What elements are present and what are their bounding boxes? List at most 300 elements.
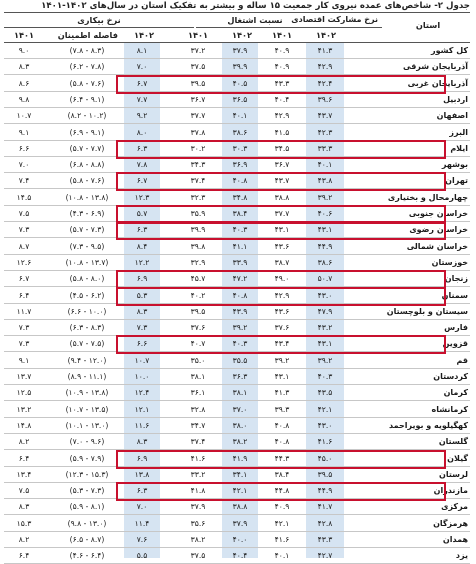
cell-unemployment-1401: ۷.۳: [18, 339, 30, 349]
cell-province: کهگیلویه و بویراحمد: [388, 420, 468, 430]
cell-participation-1401: ۴۱.۶: [274, 535, 290, 544]
cell-unemployment-1401: ۱۴.۵: [16, 192, 32, 202]
cell-participation-1401: ۳۸.۷: [274, 257, 290, 267]
cell-confidence-interval: (۶.۸ - ۸.۸): [69, 160, 105, 170]
cell-unemployment-1401: ۱۴.۸: [16, 420, 32, 430]
cell-unemployment-1402: ۱۱.۴: [134, 518, 150, 528]
cell-unemployment-1401: ۱۱.۷: [16, 306, 32, 316]
row-divider: [4, 270, 470, 271]
cell-employment-1402: ۳۶.۹: [232, 160, 248, 170]
cell-unemployment-1401: ۸.۶: [18, 78, 30, 88]
cell-employment-1401: ۳۷.۹: [190, 502, 206, 512]
cell-province: خراسان رضوی: [409, 225, 468, 235]
cell-participation-1401: ۴۰.۸: [274, 420, 290, 430]
cell-participation-1402: ۴۱.۶: [317, 437, 333, 447]
cell-province: قم: [456, 355, 468, 365]
cell-province: لرستان: [439, 469, 468, 479]
cell-employment-1402: ۳۴.۸: [232, 192, 248, 202]
header-top-rule: [4, 12, 470, 13]
cell-unemployment-1401: ۷.۵: [18, 486, 30, 496]
cell-participation-1401: ۴۳.۱: [274, 372, 290, 381]
cell-employment-1402: ۴۰.۴: [232, 551, 248, 561]
cell-participation-1401: ۴۹.۰: [274, 274, 290, 284]
row-divider: [4, 400, 470, 401]
cell-confidence-interval: (۱۰.۷ - ۱۳.۵): [65, 404, 109, 414]
row-divider: [4, 433, 470, 434]
cell-participation-1401: ۴۰.۹: [274, 46, 290, 55]
cell-employment-1401: ۳۹.۵: [190, 78, 206, 88]
cell-employment-1401: ۳۷.۵: [190, 551, 206, 561]
cell-employment-1401: ۳۲.۸: [190, 404, 206, 414]
cell-employment-1402: ۳۳.۹: [232, 257, 248, 267]
cell-employment-1402: ۳۷.۹: [232, 518, 248, 528]
row-divider: [4, 140, 470, 141]
cell-participation-1401: ۴۴.۸: [274, 486, 290, 496]
cell-confidence-interval: (۶.۵ - ۸.۷): [69, 535, 105, 544]
cell-participation-1401: ۴۰.۹: [274, 62, 290, 72]
cell-unemployment-1401: ۹.۱: [18, 355, 30, 365]
cell-unemployment-1401: ۶.۷: [18, 274, 30, 284]
cell-employment-1401: ۳۶.۷: [190, 94, 206, 104]
cell-confidence-interval: (۵.۸ - ۷.۶): [69, 78, 105, 88]
cell-employment-1401: ۳۹.۵: [190, 306, 206, 316]
row-divider: [4, 156, 470, 157]
cell-unemployment-1402: ۱۲.۱: [134, 404, 150, 414]
row-divider: [4, 466, 470, 467]
cell-unemployment-1402: ۷.۰: [136, 502, 148, 512]
cell-province: همدان: [442, 535, 468, 544]
cell-unemployment-1402: ۱۲.۲: [134, 257, 150, 267]
cell-participation-1401: ۴۱.۳: [274, 388, 290, 398]
cell-unemployment-1402: ۸.۰: [136, 127, 148, 137]
cell-unemployment-1401: ۷.۵: [18, 209, 30, 218]
cell-employment-1402: ۳۸.۰: [232, 420, 248, 430]
cell-province: خراسان جنوبی: [408, 209, 468, 218]
cell-unemployment-1402: ۷.۷: [136, 94, 148, 104]
cell-province: آذربایجان شرقی: [402, 62, 468, 72]
cell-confidence-interval: (۴.۵ - ۶.۲): [69, 290, 105, 300]
cell-employment-1401: ۳۷.۴: [190, 437, 206, 447]
row-divider: [4, 351, 470, 352]
cell-employment-1401: ۳۲.۹: [190, 257, 206, 267]
cell-employment-1402: ۳۰.۳: [232, 143, 248, 153]
cell-unemployment-1401: ۹.۸: [18, 94, 30, 104]
cell-employment-1401: ۳۸.۱: [190, 372, 206, 381]
cell-province: تهران: [445, 176, 468, 186]
cell-unemployment-1402: ۷.۸: [136, 160, 148, 170]
header-employment-1401: ۱۴۰۱: [188, 30, 208, 40]
cell-confidence-interval: (۶.۳ - ۸.۳): [69, 323, 105, 333]
row-divider: [4, 107, 470, 108]
cell-participation-1401: ۴۲.۹: [274, 290, 290, 300]
cell-employment-1402: ۴۰.۸: [232, 290, 248, 300]
cell-employment-1401: ۳۰.۲: [190, 143, 206, 153]
header-employment-1402: ۱۴۰۲: [232, 30, 252, 40]
cell-unemployment-1401: ۸.۲: [18, 535, 30, 544]
header-participation-1402: ۱۴۰۲: [316, 30, 336, 40]
cell-participation-1402: ۳۳.۳: [317, 143, 333, 153]
cell-employment-1401: ۳۴.۳: [190, 160, 206, 170]
cell-province: یزد: [455, 551, 468, 561]
cell-unemployment-1402: ۷.۶: [136, 535, 148, 544]
cell-participation-1401: ۳۴.۵: [274, 143, 290, 153]
cell-employment-1402: ۳۶.۵: [232, 94, 248, 104]
cell-participation-1401: ۳۸.۸: [274, 192, 290, 202]
cell-unemployment-1402: ۸.۱: [136, 46, 148, 55]
cell-unemployment-1401: ۸.۳: [18, 502, 30, 512]
cell-unemployment-1401: ۹.۱: [18, 127, 30, 137]
cell-unemployment-1402: ۸.۴: [136, 241, 148, 251]
cell-employment-1401: ۳۷.۵: [190, 62, 206, 72]
cell-participation-1402: ۴۵.۰: [317, 453, 333, 463]
cell-participation-1401: ۴۳.۷: [274, 176, 290, 186]
row-divider: [4, 221, 470, 222]
cell-unemployment-1401: ۱۲.۶: [16, 257, 32, 267]
cell-participation-1402: ۴۱.۳: [317, 46, 333, 55]
cell-province: کل کشور: [431, 46, 468, 55]
cell-province: هرمزگان: [433, 518, 468, 528]
cell-participation-1402: ۴۴.۹: [317, 241, 333, 251]
cell-unemployment-1402: ۶.۹: [136, 453, 148, 463]
cell-employment-1402: ۳۸.۸: [232, 502, 248, 512]
cell-participation-1402: ۴۰.۱: [317, 160, 333, 170]
cell-unemployment-1401: ۱۲.۵: [16, 388, 32, 398]
cell-employment-1402: ۳۸.۱: [232, 388, 248, 398]
row-divider: [4, 547, 470, 548]
cell-confidence-interval: (۶.۲ - ۷.۸): [69, 62, 105, 72]
row-divider: [4, 188, 470, 189]
cell-participation-1402: ۵۰.۷: [317, 274, 333, 284]
cell-participation-1401: ۴۳.۱: [274, 225, 290, 235]
cell-province: خوزستان: [431, 257, 468, 267]
cell-participation-1402: ۳۹.۲: [317, 192, 333, 202]
cell-unemployment-1401: ۹.۰: [18, 46, 30, 55]
cell-province: آذربایجان غربی: [407, 78, 468, 88]
cell-participation-1401: ۴۳.۳: [274, 78, 290, 88]
cell-unemployment-1402: ۶.۷: [136, 176, 148, 186]
cell-unemployment-1401: ۱۳.۲: [16, 404, 32, 414]
cell-province: مرکزی: [441, 502, 468, 512]
cell-unemployment-1402: ۸.۳: [136, 437, 148, 447]
cell-employment-1402: ۳۶.۳: [232, 372, 248, 381]
cell-confidence-interval: (۵.۸ - ۸.۰): [69, 274, 105, 284]
cell-unemployment-1401: ۷.۴: [18, 176, 30, 186]
cell-participation-1402: ۴۴.۹: [317, 486, 333, 496]
cell-employment-1402: ۴۱.۹: [232, 453, 248, 463]
cell-employment-1401: ۳۲.۳: [190, 192, 206, 202]
cell-participation-1401: ۴۱.۵: [274, 127, 290, 137]
cell-participation-1401: ۴۳.۶: [274, 241, 290, 251]
row-divider: [4, 205, 470, 206]
cell-province: مازندران: [433, 486, 468, 496]
cell-employment-1402: ۴۳.۹: [232, 306, 248, 316]
cell-unemployment-1401: ۶.۴: [18, 551, 30, 561]
cell-unemployment-1401: ۱۳.۴: [16, 469, 32, 479]
cell-employment-1402: ۳۵.۵: [232, 355, 248, 365]
cell-participation-1402: ۴۳.۱: [317, 339, 333, 349]
cell-participation-1401: ۴۴.۳: [274, 453, 290, 463]
cell-province: سمنان: [441, 290, 468, 300]
cell-confidence-interval: (۷.۰ - ۹.۶): [69, 437, 105, 447]
cell-participation-1401: ۴۰.۱: [274, 551, 290, 561]
header-employment-ratio: نسبت اشتغال: [227, 15, 283, 25]
cell-employment-1402: ۳۹.۹: [232, 62, 248, 72]
cell-participation-1402: ۴۰.۳: [317, 372, 333, 381]
row-divider: [4, 368, 470, 369]
cell-province: چهارمحال و بختیاری: [387, 192, 468, 202]
cell-province: فارس: [444, 323, 468, 333]
cell-confidence-interval: (۹.۸ - ۱۳.۰): [67, 518, 107, 528]
cell-confidence-interval: (۵.۸ - ۷.۶): [69, 176, 105, 186]
cell-participation-1402: ۴۲.۸: [317, 518, 333, 528]
cell-participation-1402: ۳۸.۶: [317, 257, 333, 267]
cell-confidence-interval: (۱۰.۱ - ۱۳.۰): [65, 420, 109, 430]
cell-employment-1401: ۳۵.۰: [190, 355, 206, 365]
cell-province: گیلان: [447, 453, 468, 463]
cell-employment-1402: ۳۴.۱: [232, 469, 248, 479]
cell-unemployment-1402: ۱۲.۴: [134, 388, 150, 398]
cell-confidence-interval: (۴.۳ - ۶.۹): [69, 209, 105, 218]
cell-province: کرمان: [443, 388, 468, 398]
cell-participation-1401: ۴۲.۱: [274, 518, 290, 528]
cell-participation-1402: ۴۳.۰: [317, 290, 333, 300]
cell-province: کردستان: [433, 372, 468, 381]
cell-employment-1402: ۴۰.۳: [232, 339, 248, 349]
cell-employment-1402: ۴۱.۱: [232, 241, 248, 251]
row-divider: [4, 74, 470, 75]
cell-employment-1402: ۴۲.۱: [232, 486, 248, 496]
cell-participation-1401: ۳۹.۲: [274, 355, 290, 365]
cell-employment-1401: ۳۶.۱: [190, 388, 206, 398]
cell-unemployment-1402: ۵.۳: [136, 290, 148, 300]
cell-confidence-interval: (۵.۳ - ۷.۳): [69, 486, 105, 496]
cell-employment-1401: ۳۷.۸: [190, 127, 206, 137]
cell-unemployment-1402: ۶.۳: [136, 486, 148, 496]
cell-unemployment-1402: ۹.۲: [136, 111, 148, 121]
cell-employment-1402: ۳۹.۲: [232, 323, 248, 333]
cell-confidence-interval: (۹.۴ - ۱۲.۰): [67, 355, 107, 365]
cell-employment-1402: ۳۸.۴: [232, 209, 248, 218]
cell-participation-1401: ۴۰.۴: [274, 94, 290, 104]
cell-employment-1402: ۴۰.۱: [232, 111, 248, 121]
cell-confidence-interval: (۱۰.۹ - ۱۳.۸): [65, 388, 109, 398]
cell-participation-1401: ۳۸.۴: [274, 469, 290, 479]
row-divider: [4, 482, 470, 483]
cell-province: بوشهر: [441, 160, 468, 170]
header-confidence-interval: فاصله اطمینان: [57, 30, 118, 40]
cell-unemployment-1402: ۱۳.۸: [134, 469, 150, 479]
cell-employment-1402: ۴۰.۵: [232, 78, 248, 88]
cell-unemployment-1402: ۸.۳: [136, 306, 148, 316]
cell-employment-1402: ۴۰.۰: [232, 535, 248, 544]
cell-participation-1402: ۴۳.۱: [317, 225, 333, 235]
cell-unemployment-1402: ۱۰.۷: [134, 355, 150, 365]
cell-unemployment-1402: ۶.۳: [136, 143, 148, 153]
cell-employment-1402: ۴۰.۸: [232, 176, 248, 186]
cell-employment-1401: ۳۵.۹: [190, 209, 206, 218]
cell-unemployment-1401: ۱۰.۷: [16, 111, 32, 121]
cell-participation-1402: ۳۹.۲: [317, 355, 333, 365]
header-unemployment-1402: ۱۴۰۲: [134, 30, 154, 40]
cell-employment-1401: ۳۷.۲: [190, 46, 206, 55]
cell-province: گلستان: [438, 437, 468, 447]
cell-employment-1401: ۳۴.۷: [190, 420, 206, 430]
header-participation-underline: [256, 27, 382, 28]
row-divider: [4, 449, 470, 450]
cell-employment-1401: ۳۳.۲: [190, 469, 206, 479]
cell-province: خراسان شمالی: [406, 241, 468, 251]
cell-unemployment-1401: ۶.۴: [18, 290, 30, 300]
cell-participation-1402: ۴۳.۵: [317, 388, 333, 398]
row-divider: [4, 514, 470, 515]
cell-participation-1401: ۴۲.۹: [274, 111, 290, 121]
cell-province: سیستان و بلوچستان: [386, 306, 468, 316]
cell-unemployment-1402: ۶.۶: [136, 339, 148, 349]
cell-confidence-interval: (۸.۹ - ۱۱.۱): [67, 372, 107, 381]
row-divider: [4, 254, 470, 255]
cell-unemployment-1402: ۱۰.۰: [134, 372, 150, 381]
cell-employment-1402: ۴۷.۲: [232, 274, 248, 284]
cell-unemployment-1401: ۶.۴: [18, 453, 30, 463]
cell-employment-1401: ۴۱.۸: [190, 486, 206, 496]
table-title: جدول ۲- شاخص‌های عمده نیروی کار جمعیت ۱۵ ساله و بیشتر به تفکیک استان در سال‌های ۱۴۰۲-۱۴۰۱: [41, 1, 470, 11]
header-bottom-rule: [4, 42, 470, 43]
cell-employment-1401: ۳۹.۹: [190, 225, 206, 235]
cell-confidence-interval: (۱۰.۸ - ۱۳.۸): [65, 192, 109, 202]
cell-participation-1401: ۴۳.۴: [274, 339, 290, 349]
cell-confidence-interval: (۷.۳ - ۹.۵): [69, 241, 105, 251]
cell-confidence-interval: (۷.۸ - ۸.۳): [69, 46, 105, 55]
cell-confidence-interval: (۶.۶ - ۱۰.۰): [67, 306, 107, 316]
cell-participation-1401: ۳۶.۷: [274, 160, 290, 170]
cell-unemployment-1401: ۷.۳: [18, 323, 30, 333]
cell-unemployment-1402: ۱۱.۶: [134, 420, 150, 430]
row-divider: [4, 531, 470, 532]
header-province: استان: [415, 20, 441, 30]
cell-employment-1401: ۳۸.۲: [190, 535, 206, 544]
cell-participation-1401: ۳۷.۶: [274, 323, 290, 333]
row-divider: [4, 417, 470, 418]
header-unemployment-1401: ۱۴۰۱: [14, 30, 34, 40]
cell-employment-1401: ۴۰.۷: [190, 339, 206, 349]
cell-participation-1402: ۴۳.۳: [317, 535, 333, 544]
cell-province: البرز: [449, 127, 468, 137]
cell-confidence-interval: (۸.۲ - ۱۰.۲): [67, 111, 107, 121]
cell-unemployment-1402: ۷.۰: [136, 62, 148, 72]
header-unemployment-underline: [4, 27, 194, 28]
header-participation-1401: ۱۴۰۱: [272, 30, 292, 40]
cell-participation-1402: ۴۳.۲: [317, 323, 333, 333]
cell-unemployment-1401: ۱۳.۷: [16, 372, 32, 381]
cell-employment-1401: ۳۹.۸: [190, 241, 206, 251]
cell-participation-1402: ۴۲.۱: [317, 404, 333, 414]
cell-employment-1401: ۴۵.۷: [190, 274, 206, 284]
row-divider: [4, 319, 470, 320]
cell-employment-1402: ۴۰.۳: [232, 225, 248, 235]
row-divider: [4, 498, 470, 499]
cell-participation-1402: ۴۲.۴: [317, 78, 333, 88]
cell-unemployment-1402: ۷.۳: [136, 323, 148, 333]
cell-participation-1402: ۴۰.۶: [317, 209, 333, 218]
cell-participation-1402: ۴۳.۸: [317, 176, 333, 186]
row-divider: [4, 123, 470, 124]
cell-confidence-interval: (۵.۷ - ۷.۷): [69, 143, 105, 153]
cell-confidence-interval: (۵.۷ - ۷.۵): [69, 339, 105, 349]
cell-participation-1402: ۳۹.۶: [317, 94, 333, 104]
row-divider: [4, 303, 470, 304]
cell-confidence-interval: (۶.۴ - ۹.۱): [69, 94, 105, 104]
cell-employment-1402: ۳۸.۲: [232, 437, 248, 447]
cell-unemployment-1402: ۵.۵: [136, 551, 148, 561]
row-divider: [4, 91, 470, 92]
row-divider: [4, 172, 470, 173]
cell-confidence-interval: (۱۰.۸ - ۱۳.۷): [65, 257, 109, 267]
cell-participation-1402: ۴۳.۷: [317, 111, 333, 121]
cell-employment-1401: ۴۰.۲: [190, 290, 206, 300]
cell-participation-1401: ۳۹.۳: [274, 404, 290, 414]
cell-confidence-interval: (۵.۹ - ۸.۱): [69, 502, 105, 512]
cell-province: زنجان: [444, 274, 468, 284]
header-unemployment-rate: نرخ بیکاری: [77, 15, 121, 25]
cell-province: کرمانشاه: [431, 404, 468, 414]
cell-participation-1401: ۳۷.۷: [274, 209, 290, 218]
cell-unemployment-1402: ۶.۹: [136, 274, 148, 284]
cell-participation-1402: ۴۲.۳: [317, 127, 333, 137]
cell-confidence-interval: (۶.۹ - ۹.۱): [69, 127, 105, 137]
cell-employment-1402: ۳۷.۰: [232, 404, 248, 414]
cell-confidence-interval: (۱۲.۳ - ۱۵.۳): [65, 469, 109, 479]
cell-participation-1402: ۴۲.۷: [317, 551, 333, 561]
cell-participation-1402: ۴۷.۹: [317, 306, 333, 316]
cell-province: اردبیل: [443, 94, 468, 104]
cell-employment-1401: ۳۷.۴: [190, 176, 206, 186]
cell-province: اصفهان: [436, 111, 468, 121]
cell-employment-1401: ۴۱.۶: [190, 453, 206, 463]
cell-participation-1401: ۴۳.۶: [274, 306, 290, 316]
cell-participation-1402: ۴۲.۹: [317, 62, 333, 72]
cell-unemployment-1401: ۸.۷: [18, 241, 30, 251]
cell-confidence-interval: (۵.۷ - ۷.۳): [69, 225, 105, 235]
cell-participation-1402: ۴۳.۰: [317, 420, 333, 430]
cell-unemployment-1401: ۱۵.۳: [16, 518, 32, 528]
row-divider: [4, 286, 470, 287]
cell-employment-1401: ۳۵.۶: [190, 518, 206, 528]
cell-participation-1402: ۳۹.۵: [317, 469, 333, 479]
cell-unemployment-1401: ۷.۰: [18, 160, 30, 170]
cell-unemployment-1402: ۵.۷: [136, 209, 148, 218]
cell-unemployment-1402: ۶.۳: [136, 225, 148, 235]
row-divider: [4, 237, 470, 238]
cell-unemployment-1401: ۶.۶: [18, 143, 30, 153]
row-divider: [4, 384, 470, 385]
row-divider: [4, 335, 470, 336]
cell-participation-1401: ۴۰.۸: [274, 437, 290, 447]
cell-unemployment-1401: ۷.۳: [18, 225, 30, 235]
cell-employment-1401: ۳۷.۶: [190, 323, 206, 333]
cell-unemployment-1402: ۱۲.۳: [134, 192, 150, 202]
cell-unemployment-1402: ۶.۷: [136, 78, 148, 88]
cell-employment-1401: ۳۷.۷: [190, 111, 206, 121]
cell-unemployment-1401: ۸.۳: [18, 62, 30, 72]
cell-unemployment-1401: ۸.۲: [18, 437, 30, 447]
cell-confidence-interval: (۴.۶ - ۶.۴): [69, 551, 105, 561]
row-divider: [4, 58, 470, 59]
cell-confidence-interval: (۵.۹ - ۷.۹): [69, 453, 105, 463]
cell-employment-1402: ۳۷.۹: [232, 46, 248, 55]
cell-participation-1402: ۴۱.۷: [317, 502, 333, 512]
cell-province: ایلام: [450, 143, 468, 153]
cell-province: قزوین: [442, 339, 468, 349]
